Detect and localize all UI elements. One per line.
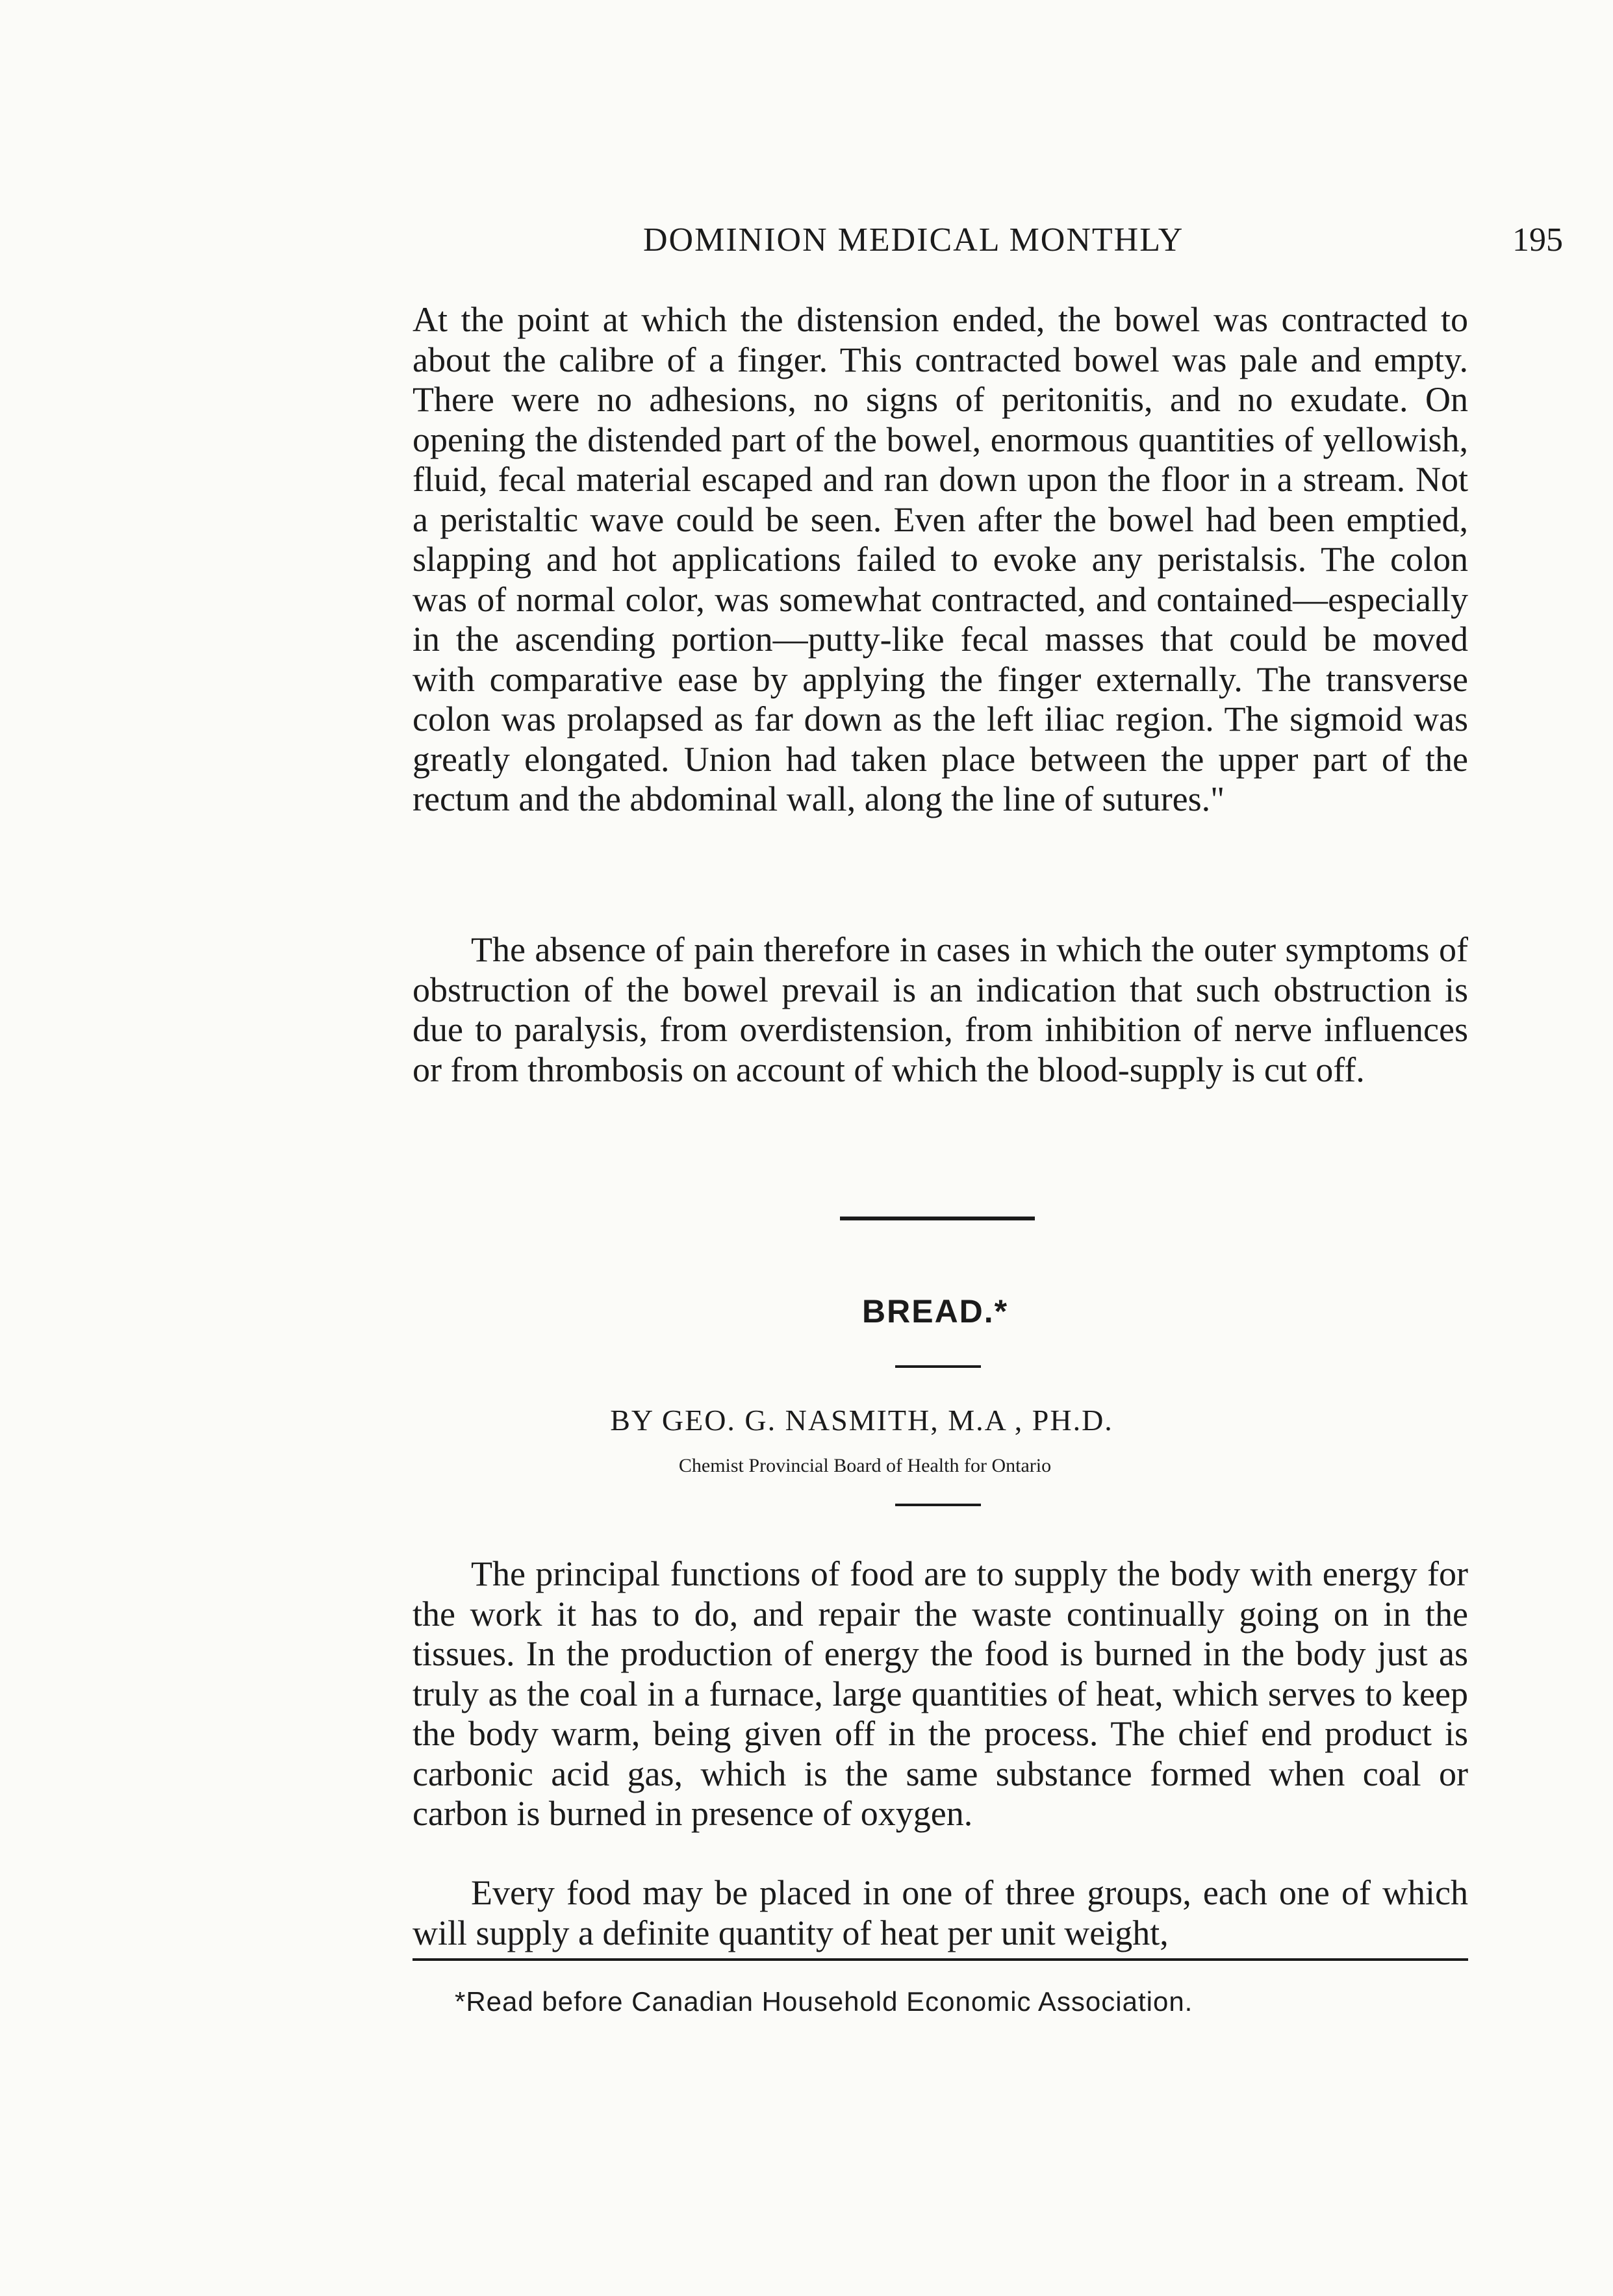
running-title: DOMINION MEDICAL MONTHLY xyxy=(643,221,1184,259)
byline-divider xyxy=(895,1504,981,1506)
article-paragraph-1: The principal functions of food are to supply the body with energy for the work it has to do, and repair the waste continually going on in the tissues. In the production of energy the food is burned in the body just as truly as the coal in a furnace, large quantities of heat, which serves to keep the body warm, being given off in the process. The chief end product is carbonic acid gas, which is the same substance formed when coal or carbon is burned in presence of oxygen. xyxy=(413,1554,1468,1833)
title-underline xyxy=(895,1365,981,1368)
author-affiliation: Chemist Provincial Board of Health for Ontario xyxy=(678,1455,1052,1476)
section-divider xyxy=(840,1217,1035,1220)
body-paragraph-1: At the point at which the distension ended, the bowel was contracted to about the calibre of a finger. This contracted bowel was pale and empty. There were no adhesions, no signs of peritonitis, and no exudate. On opening the distended part of the bowel, enormous quantities of yellowish, fluid, fecal material escaped and ran down upon the floor in a stream. Not a peristaltic wave could be seen. Even after the bowel had been emptied, slapping and hot applications failed to evoke any peristalsis. The colon was of normal color, was somewhat contracted, and contained—especially in the ascending portion—putty-like fecal masses that could be moved with comparative ease by applying the finger externally. The transverse colon was prolapsed as far down as the left iliac region. The sigmoid was greatly elongated. Union had taken place between the upper part of the rectum and the abdominal wall, along the line of sutures." xyxy=(413,300,1468,818)
page-number: 195 xyxy=(1512,221,1563,259)
article-paragraph-2: Every food may be placed in one of three groups, each one of which will supply a definite quantity of heat per unit weight, xyxy=(413,1873,1468,1952)
footnote: *Read before Canadian Household Economic Association. xyxy=(455,1986,1193,2017)
article-title: BREAD.* xyxy=(862,1293,1009,1330)
body-paragraph-2: The absence of pain therefore in cases in which the outer symptoms of obstruction of the bowel prevail is an indication that such obstruction is due to paralysis, from overdistension, from inhibition of nerve influences or from thrombosis on account of which the blood-supply is cut off. xyxy=(413,930,1468,1089)
page-header xyxy=(413,221,1613,266)
footnote-rule xyxy=(413,1958,1468,1961)
author-byline: BY GEO. G. NASMITH, M.A , PH.D. xyxy=(610,1404,1113,1437)
